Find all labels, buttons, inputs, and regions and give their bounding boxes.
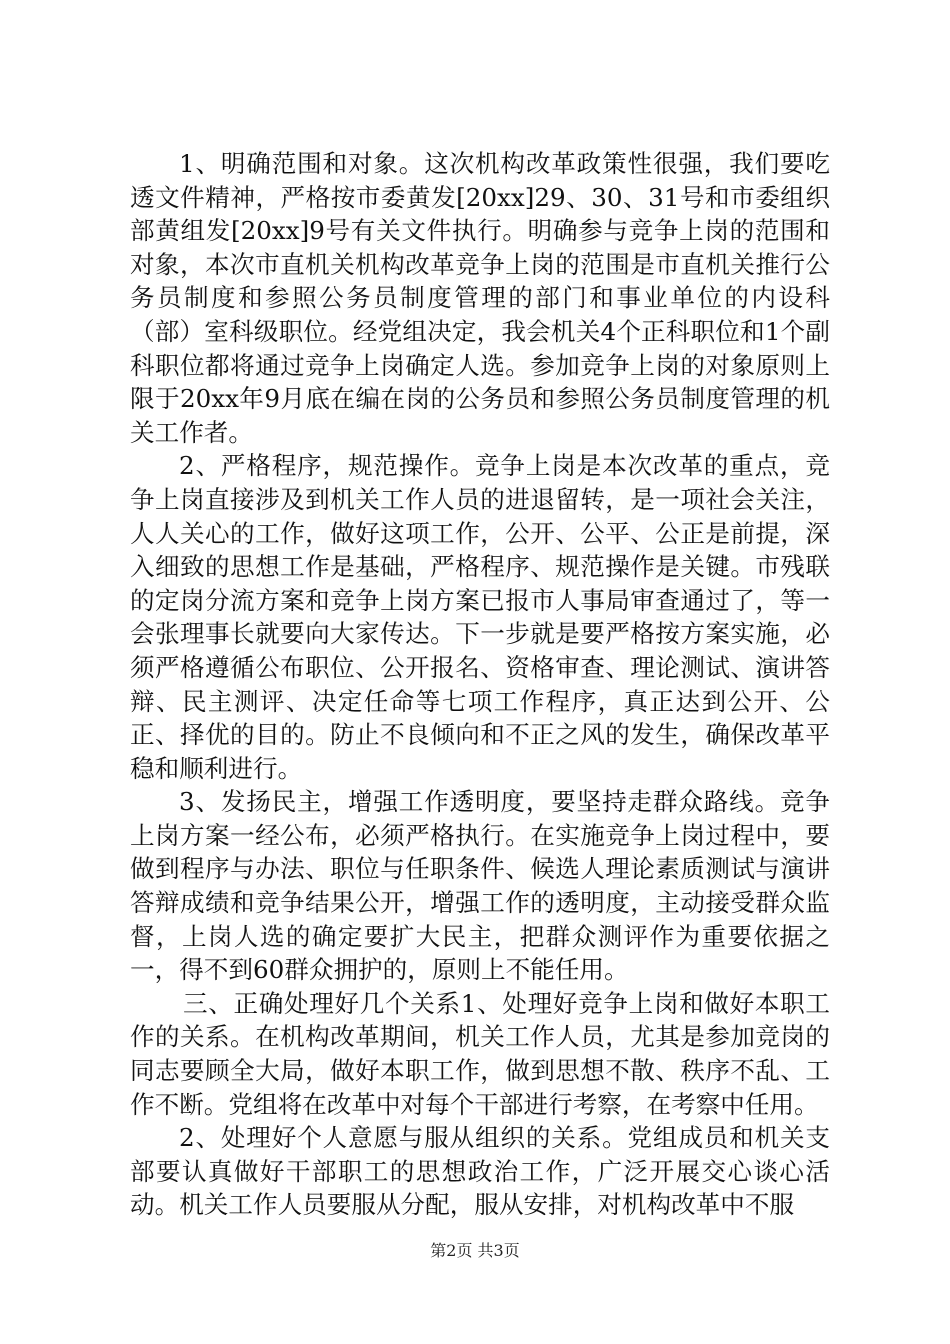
paragraph-relationships: 三、正确处理好几个关系1、处理好竞争上岗和做好本职工作的关系。在机构改革期间，机关工作人员，尤其是参加竞岗的同志要顾全大局，做好本职工作，做到思想不散、秩序不乱、工作不断。党组将在改革中对每个干部进行考察，在考察中任用。 [130, 988, 830, 1119]
paragraph-democracy: 3、发扬民主，增强工作透明度，要坚持走群众路线。竞争上岗方案一经公布，必须严格执行。在实施竞争上岗过程中，要做到程序与办法、职位与任职条件、候选人理论素质测试与演讲答辩成绩和竞争结果公开，增强工作的透明度，主动接受群众监督，上岗人选的确定要扩大民主，把群众测评作为重要依据之一，得不到60群众拥护的，原则上不能任用。 [130, 787, 830, 985]
paragraph-scope: 1、明确范围和对象。这次机构改革政策性很强，我们要吃透文件精神，严格按市委黄发[20xx]29、30、31号和市委组织部黄组发[20xx]9号有关文件执行。明确参与竞争上岗的范围和对象，本次市直机关机构改革竞争上岗的范围是市直机关推行公务员制度和参照公务员制度管理的部门和事业单位的内设科（部）室科级职位。经党组决定，我会机关4个正科职位和1个副科职位都将通过竞争上岗确定人选。参加竞争上岗的对象原则上限于20xx年9月底在编在岗的公务员和参照公务员制度管理的机关工作者。 [130, 149, 830, 447]
document-body [130, 147, 830, 1222]
page-footer: 第2页 共3页 [430, 1241, 520, 1260]
paragraph-procedure: 2、严格程序，规范操作。竞争上岗是本次改革的重点，竞争上岗直接涉及到机关工作人员的进退留转，是一项社会关注，人人关心的工作，做好这项工作，公开、公平、公正是前提，深入细致的思想工作是基础，严格程序、规范操作是关键。市残联的定岗分流方案和竞争上岗方案已报市人事局审查通过了，等一会张理事长就要向大家传达。下一步就是要严格按方案实施，必须严格遵循公布职位、公开报名、资格审查、理论测试、演讲答辩、民主测评、决定任命等七项工作程序，真正达到公开、公正、择优的目的。防止不良倾向和不正之风的发生，确保改革平稳和顺利进行。 [130, 451, 830, 783]
paragraph-obedience: 2、处理好个人意愿与服从组织的关系。党组成员和机关支部要认真做好干部职工的思想政治工作，广泛开展交心谈心活动。机关工作人员要服从分配，服从安排，对机构改革中不服 [130, 1123, 830, 1220]
